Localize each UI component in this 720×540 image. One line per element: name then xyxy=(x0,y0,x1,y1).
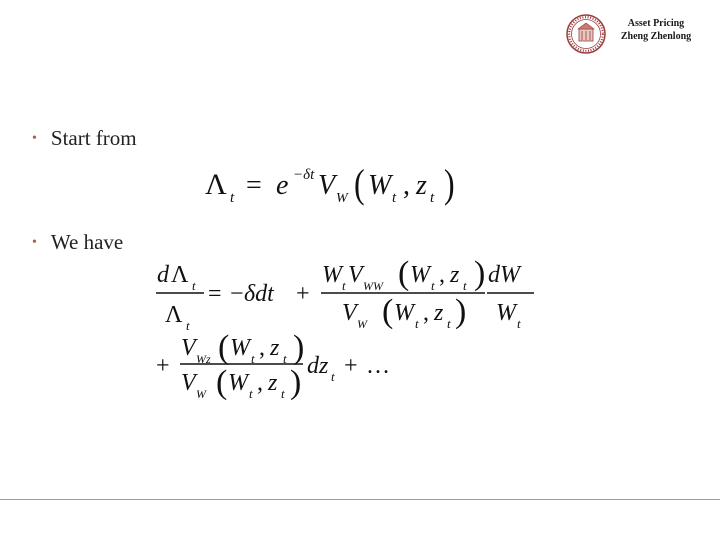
svg-text:Wz: Wz xyxy=(196,352,211,366)
svg-text:δdt: δdt xyxy=(244,281,274,307)
svg-text:Λ: Λ xyxy=(171,262,189,288)
svg-text:t: t xyxy=(392,190,397,206)
svg-text:t: t xyxy=(251,351,255,366)
svg-text:): ) xyxy=(444,161,455,206)
svg-text:t: t xyxy=(342,278,346,293)
svg-text:,: , xyxy=(259,335,265,361)
svg-text:=: = xyxy=(246,170,262,201)
svg-text:(: ( xyxy=(398,255,410,292)
svg-text:W: W xyxy=(196,387,206,401)
svg-text:t: t xyxy=(463,278,467,293)
svg-text:−: − xyxy=(230,281,244,307)
svg-text:t: t xyxy=(415,316,419,331)
svg-text:WW: WW xyxy=(363,279,383,293)
svg-text:W: W xyxy=(410,262,430,288)
svg-text:(: ( xyxy=(216,364,228,401)
svg-text:): ) xyxy=(293,329,305,366)
svg-text:): ) xyxy=(290,364,302,401)
svg-text:W: W xyxy=(230,335,250,361)
svg-text:+: + xyxy=(156,353,170,379)
svg-text:W: W xyxy=(228,370,248,396)
svg-text:dz: dz xyxy=(307,353,329,379)
svg-text:t: t xyxy=(281,386,285,401)
svg-text:(: ( xyxy=(382,293,394,330)
svg-text:d: d xyxy=(157,262,169,288)
svg-text:V: V xyxy=(181,335,196,361)
svg-text:W: W xyxy=(322,262,342,288)
svg-text:t: t xyxy=(430,190,435,206)
svg-text:(: ( xyxy=(354,161,365,206)
svg-text:): ) xyxy=(455,293,467,330)
svg-text:z: z xyxy=(416,170,427,201)
svg-text:V: V xyxy=(342,300,357,326)
svg-text:W: W xyxy=(336,191,348,206)
course-title: Asset Pricing xyxy=(627,18,685,29)
svg-text:W: W xyxy=(368,170,392,201)
svg-text:z: z xyxy=(270,335,280,361)
svg-text:,: , xyxy=(439,262,445,288)
svg-text:V: V xyxy=(318,170,336,201)
svg-text:): ) xyxy=(474,255,486,292)
svg-text:−δt: −δt xyxy=(293,167,315,183)
bullet-text: Start from xyxy=(50,126,137,150)
svg-text:z: z xyxy=(434,300,444,326)
svg-text:z: z xyxy=(268,370,278,396)
svg-text:t: t xyxy=(431,278,435,293)
svg-text:,: , xyxy=(423,300,429,326)
svg-text:z: z xyxy=(450,262,460,288)
svg-text:W: W xyxy=(357,317,367,331)
svg-text:V: V xyxy=(181,370,196,396)
svg-text:t: t xyxy=(331,369,335,384)
footer-rule xyxy=(0,499,720,500)
svg-text:t: t xyxy=(447,316,451,331)
svg-text:W: W xyxy=(496,300,516,326)
author-name: Zheng Zhenlong xyxy=(620,31,692,42)
svg-text:dW: dW xyxy=(488,262,520,288)
svg-text:t: t xyxy=(517,316,521,331)
bullet-text: We have xyxy=(50,230,124,254)
svg-text:,: , xyxy=(257,370,263,396)
svg-text:t: t xyxy=(186,318,190,333)
svg-text:t: t xyxy=(249,386,253,401)
svg-text:,: , xyxy=(403,170,410,201)
svg-text:t: t xyxy=(283,351,287,366)
svg-text:+: + xyxy=(344,353,358,379)
svg-text:+: + xyxy=(296,281,310,307)
svg-text:t: t xyxy=(230,190,235,206)
svg-text:V: V xyxy=(348,262,363,288)
svg-text:…: … xyxy=(366,353,390,379)
bullet-dot: • xyxy=(32,235,37,250)
svg-text:W: W xyxy=(394,300,414,326)
svg-text:t: t xyxy=(192,278,196,293)
svg-text:=: = xyxy=(208,281,222,307)
svg-text:Λ: Λ xyxy=(165,302,183,328)
svg-text:e: e xyxy=(276,170,289,201)
svg-text:(: ( xyxy=(218,329,230,366)
bullet-dot: • xyxy=(32,131,37,146)
svg-text:Λ: Λ xyxy=(205,168,227,201)
